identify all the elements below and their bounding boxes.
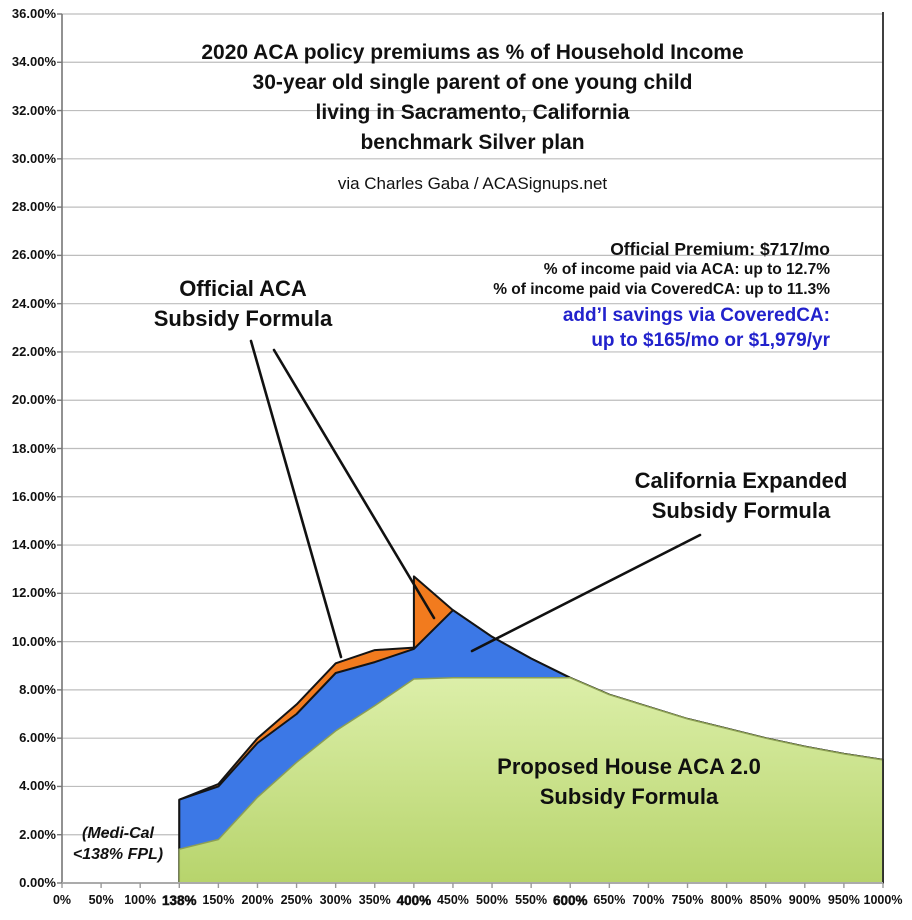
x-tick-label: 800% bbox=[710, 893, 743, 907]
x-tick-label: 450% bbox=[436, 893, 469, 907]
y-tick-label: 18.00% bbox=[11, 440, 56, 456]
california-expanded-label-line-1: California Expanded bbox=[634, 468, 848, 493]
title-line-3: living in Sacramento, California bbox=[315, 101, 630, 124]
x-tick-label: 500% bbox=[476, 893, 509, 907]
x-tick-label: 600% bbox=[552, 893, 588, 908]
official-aca-label-line-2: Subsidy Formula bbox=[153, 306, 333, 331]
x-tick-label: 550% bbox=[515, 893, 548, 907]
y-tick-label: 16.00% bbox=[11, 488, 56, 504]
y-tick-label: 2.00% bbox=[19, 826, 56, 842]
pointer-line bbox=[274, 350, 434, 618]
y-tick-label: 10.00% bbox=[11, 633, 56, 649]
chart-title-block bbox=[62, 38, 883, 194]
x-tick-label: 138% bbox=[162, 893, 197, 908]
x-tick-label: 1000% bbox=[863, 893, 903, 907]
y-tick-label: 6.00% bbox=[19, 730, 56, 746]
official-aca-label bbox=[103, 274, 383, 334]
y-tick-label: 12.00% bbox=[11, 585, 56, 601]
x-tick-label: 650% bbox=[593, 893, 626, 907]
y-tick-label: 0.00% bbox=[19, 875, 56, 890]
medicaid-note-line-2: <138% FPL) bbox=[72, 846, 164, 863]
house-aca20-label bbox=[449, 752, 809, 812]
y-tick-label: 36.00% bbox=[11, 6, 56, 21]
y-tick-label: 4.00% bbox=[19, 778, 56, 794]
official-aca-label-line-1: Official ACA bbox=[179, 276, 307, 301]
x-tick-label: 900% bbox=[788, 893, 821, 907]
x-tick-label: 750% bbox=[671, 893, 704, 907]
source-credit: via Charles Gaba / ACASignups.net bbox=[337, 174, 608, 193]
x-tick-label: 700% bbox=[632, 893, 665, 907]
y-tick-label: 20.00% bbox=[11, 392, 56, 408]
medicaid-note bbox=[53, 823, 183, 865]
medicaid-note-line-1: (Medi-Cal bbox=[82, 825, 154, 842]
y-tick-label: 22.00% bbox=[11, 343, 56, 359]
x-tick-label: 100% bbox=[124, 893, 157, 907]
title-line-2: 30-year old single parent of one young child bbox=[252, 71, 693, 94]
x-tick-label: 350% bbox=[358, 893, 391, 907]
x-tick-label: 850% bbox=[749, 893, 782, 907]
x-tick-label: 250% bbox=[280, 893, 313, 907]
y-tick-label: 14.00% bbox=[11, 537, 56, 553]
y-tick-label: 30.00% bbox=[11, 150, 56, 166]
savings-text-line-1: add’l savings via CoveredCA: bbox=[562, 305, 830, 326]
california-expanded-label-line-2: Subsidy Formula bbox=[651, 498, 831, 523]
y-tick-label: 34.00% bbox=[11, 54, 56, 70]
house-aca20-label-line-2: Subsidy Formula bbox=[539, 784, 719, 809]
house-aca20-label-line-1: Proposed House ACA 2.0 bbox=[497, 754, 761, 779]
y-tick-label: 24.00% bbox=[11, 295, 56, 311]
x-tick-label: 0% bbox=[52, 893, 72, 907]
aca-percent-text: % of income paid via ACA: up to 12.7% bbox=[543, 261, 830, 278]
title-line-4: benchmark Silver plan bbox=[360, 131, 585, 154]
premium-annotation-block bbox=[493, 239, 830, 353]
savings-text-line-2: up to $165/mo or $1,979/yr bbox=[591, 330, 830, 351]
y-tick-label: 32.00% bbox=[11, 102, 56, 118]
x-tick-label: 400% bbox=[396, 893, 432, 908]
y-tick-label: 26.00% bbox=[11, 247, 56, 263]
title-line-1: 2020 ACA policy premiums as % of Household Income bbox=[201, 41, 744, 64]
x-tick-label: 50% bbox=[88, 893, 114, 907]
california-expanded-label bbox=[581, 466, 901, 526]
x-tick-label: 950% bbox=[827, 893, 860, 907]
y-tick-label: 8.00% bbox=[19, 681, 56, 697]
x-tick-label: 300% bbox=[319, 893, 352, 907]
official-premium-text: Official Premium: $717/mo bbox=[610, 239, 830, 259]
x-tick-label: 150% bbox=[202, 893, 235, 907]
y-tick-label: 28.00% bbox=[11, 199, 56, 215]
x-tick-label: 200% bbox=[241, 893, 274, 907]
coveredca-percent-text: % of income paid via CoveredCA: up to 11.3% bbox=[493, 281, 830, 298]
